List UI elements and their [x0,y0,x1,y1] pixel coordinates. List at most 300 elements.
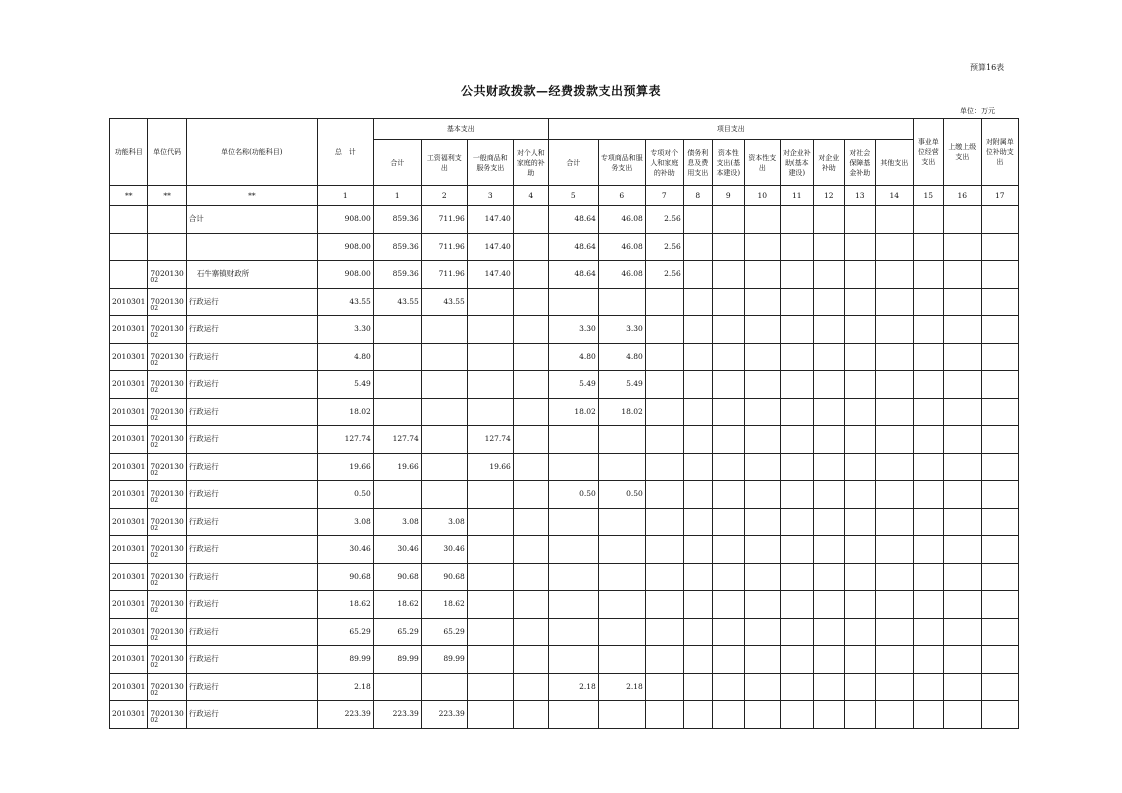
amount-cell-b-total: 90.68 [373,563,421,591]
empty-cell [813,206,844,234]
unit-name-cell: 行政运行 [186,481,317,509]
func-subject-cell: 2010301 [110,618,148,646]
amount-cell-b-goods [467,343,513,371]
header-affil-sub: 对附属单位补助支出 [981,119,1018,186]
empty-cell [744,508,780,536]
amount-cell-total: 65.29 [317,618,373,646]
func-subject-cell: 2010301 [110,508,148,536]
empty-cell [981,563,1018,591]
amount-cell-b-salary [421,343,467,371]
amount-cell-b-salary: 711.96 [421,233,467,261]
amount-cell-b-family [513,508,548,536]
unit-code-tail: 02 [150,304,159,312]
header-unit-code: 单位代码 [148,119,186,186]
table-row [110,371,1019,399]
empty-cell [981,426,1018,454]
empty-cell [875,508,913,536]
amount-cell-total: 90.68 [317,563,373,591]
empty-cell [683,316,712,344]
empty-cell [981,316,1018,344]
empty-cell [744,481,780,509]
header-total: 总 计 [317,119,373,186]
amount-cell-b-family [513,618,548,646]
amount-cell-b-total: 89.99 [373,646,421,674]
amount-cell-b-salary: 711.96 [421,206,467,234]
empty-cell [683,508,712,536]
unit-code-text: 7020130 [150,324,184,334]
table-row [110,316,1019,344]
amount-cell-p-family [645,591,683,619]
empty-cell [780,233,813,261]
empty-cell [780,673,813,701]
header-basic-total: 合计 [373,140,421,186]
form-number: 预算16表 [970,63,1005,72]
empty-cell [813,673,844,701]
unit-code-cell [148,343,186,371]
empty-cell [712,288,744,316]
amount-cell-p-total [548,508,598,536]
amount-cell-total: 3.08 [317,508,373,536]
unit-code-tail: 02 [150,524,159,532]
amount-cell-p-goods: 46.08 [598,206,645,234]
amount-cell-b-total: 18.62 [373,591,421,619]
amount-cell-total: 19.66 [317,453,373,481]
column-index-row [110,186,1019,206]
amount-cell-b-total: 19.66 [373,453,421,481]
unit-name-cell: 行政运行 [186,618,317,646]
empty-cell [943,233,981,261]
column-index-cell: 8 [683,186,712,206]
amount-cell-p-goods [598,288,645,316]
amount-cell-p-total [548,618,598,646]
empty-cell [683,591,712,619]
empty-cell [981,701,1018,729]
empty-cell [813,316,844,344]
empty-cell [744,591,780,619]
table-row [110,673,1019,701]
column-index-cell: 16 [943,186,981,206]
amount-cell-p-total: 48.64 [548,233,598,261]
empty-cell [844,563,875,591]
amount-cell-p-total: 3.30 [548,316,598,344]
amount-cell-p-goods [598,646,645,674]
amount-cell-p-family [645,673,683,701]
unit-code-tail: 02 [150,717,159,724]
unit-name-cell: 行政运行 [186,536,317,564]
empty-cell [712,563,744,591]
empty-cell [913,701,943,729]
empty-cell [712,426,744,454]
unit-code-tail: 02 [150,552,159,559]
unit-code-cell [148,233,186,261]
empty-cell [943,261,981,289]
unit-code-text: 7020130 [150,544,184,554]
unit-code-cell [148,508,186,536]
amount-cell-p-total: 0.50 [548,481,598,509]
amount-cell-b-total [373,316,421,344]
amount-cell-b-family [513,646,548,674]
amount-cell-b-family [513,371,548,399]
empty-cell [913,453,943,481]
empty-cell [913,426,943,454]
amount-cell-b-goods: 147.40 [467,206,513,234]
func-subject-cell: 2010301 [110,563,148,591]
empty-cell [943,673,981,701]
column-index-cell: 14 [875,186,913,206]
amount-cell-b-goods [467,618,513,646]
empty-cell [813,563,844,591]
amount-cell-p-total: 5.49 [548,371,598,399]
amount-cell-p-family [645,508,683,536]
amount-cell-p-total [548,426,598,454]
amount-cell-b-salary [421,453,467,481]
empty-cell [875,536,913,564]
amount-cell-b-family [513,536,548,564]
empty-cell [780,701,813,729]
empty-cell [683,288,712,316]
empty-cell [844,233,875,261]
empty-cell [712,398,744,426]
amount-cell-p-goods [598,508,645,536]
header-inst-op: 事业单位经营支出 [913,119,943,186]
column-index-cell: 5 [548,186,598,206]
amount-cell-p-total [548,536,598,564]
empty-cell [780,563,813,591]
empty-cell [844,261,875,289]
empty-cell [780,536,813,564]
unit-code-cell [148,206,186,234]
empty-cell [981,206,1018,234]
empty-cell [875,398,913,426]
empty-cell [875,591,913,619]
table-row [110,426,1019,454]
amount-cell-b-family [513,426,548,454]
amount-cell-p-family [645,453,683,481]
table-row [110,206,1019,234]
amount-cell-p-goods: 2.18 [598,673,645,701]
empty-cell [844,536,875,564]
amount-cell-b-goods [467,508,513,536]
empty-cell [981,233,1018,261]
empty-cell [780,618,813,646]
table-row [110,536,1019,564]
unit-code-cell [148,261,186,289]
amount-cell-total: 5.49 [317,371,373,399]
empty-cell [875,371,913,399]
empty-cell [813,508,844,536]
unit-code-cell [148,453,186,481]
amount-cell-b-goods [467,316,513,344]
amount-cell-p-total [548,646,598,674]
empty-cell [981,398,1018,426]
empty-cell [744,233,780,261]
unit-code-text: 7020130 [150,434,184,444]
page-title: 公共财政拨款—经费拨款支出预算表 [460,84,661,98]
column-index-cell: 6 [598,186,645,206]
amount-cell-b-salary [421,316,467,344]
empty-cell [780,371,813,399]
amount-cell-p-family [645,288,683,316]
unit-code-tail: 02 [150,442,159,449]
unit-code-tail: 02 [150,634,159,642]
amount-cell-b-goods [467,481,513,509]
amount-cell-total: 0.50 [317,481,373,509]
column-index-cell: 9 [712,186,744,206]
empty-cell [844,453,875,481]
empty-cell [844,371,875,399]
amount-cell-total: 908.00 [317,261,373,289]
amount-cell-b-total: 859.36 [373,206,421,234]
column-index-cell: 2 [421,186,467,206]
empty-cell [875,233,913,261]
empty-cell [780,206,813,234]
func-subject-cell: 2010301 [110,316,148,344]
table-row [110,453,1019,481]
unit-name-cell: 行政运行 [186,591,317,619]
amount-cell-p-total: 48.64 [548,206,598,234]
table-row [110,508,1019,536]
empty-cell [780,398,813,426]
amount-cell-p-goods [598,701,645,729]
empty-cell [683,536,712,564]
empty-cell [981,508,1018,536]
func-subject-cell: 2010301 [110,426,148,454]
empty-cell [780,453,813,481]
empty-cell [913,233,943,261]
empty-cell [813,536,844,564]
amount-cell-p-total: 4.80 [548,343,598,371]
amount-cell-b-salary [421,398,467,426]
column-index-cell: 7 [645,186,683,206]
amount-cell-b-total: 859.36 [373,261,421,289]
empty-cell [683,261,712,289]
func-subject-cell: 2010301 [110,371,148,399]
amount-cell-p-goods [598,426,645,454]
table-row [110,233,1019,261]
amount-cell-p-family [645,426,683,454]
column-index-cell: 12 [813,186,844,206]
empty-cell [712,343,744,371]
amount-cell-total: 89.99 [317,646,373,674]
amount-cell-b-salary: 3.08 [421,508,467,536]
amount-cell-total: 18.02 [317,398,373,426]
empty-cell [744,701,780,729]
header-project-capital: 资本性支出 [744,140,780,186]
header-project-other: 其他支出 [875,140,913,186]
amount-cell-b-salary: 65.29 [421,618,467,646]
unit-code-tail: 02 [150,469,159,477]
empty-cell [913,481,943,509]
empty-cell [981,371,1018,399]
empty-cell [943,618,981,646]
amount-cell-total: 2.18 [317,673,373,701]
empty-cell [981,343,1018,371]
empty-cell [943,701,981,729]
empty-cell [744,288,780,316]
amount-cell-p-family [645,646,683,674]
empty-cell [981,673,1018,701]
amount-cell-total: 127.74 [317,426,373,454]
empty-cell [913,206,943,234]
empty-cell [913,673,943,701]
column-index-cell: 1 [373,186,421,206]
func-subject-cell: 2010301 [110,673,148,701]
empty-cell [744,563,780,591]
empty-cell [875,453,913,481]
empty-cell [813,233,844,261]
amount-cell-p-family [645,701,683,729]
amount-cell-b-family [513,288,548,316]
empty-cell [844,316,875,344]
amount-cell-b-total: 127.74 [373,426,421,454]
empty-cell [875,701,913,729]
amount-cell-b-goods: 19.66 [467,453,513,481]
empty-cell [844,673,875,701]
amount-cell-p-family [645,398,683,426]
empty-cell [913,261,943,289]
empty-cell [712,371,744,399]
column-index-cell: ** [110,186,148,206]
empty-cell [813,481,844,509]
column-index-cell: ** [148,186,186,206]
empty-cell [943,343,981,371]
unit-code-cell [148,481,186,509]
table-row [110,591,1019,619]
header-project-enterprise-build: 对企业补助(基本建设) [780,140,813,186]
empty-cell [813,701,844,729]
empty-cell [712,673,744,701]
empty-cell [813,618,844,646]
unit-code-cell [148,288,186,316]
empty-cell [780,261,813,289]
amount-cell-b-salary [421,673,467,701]
unit-name-cell: 行政运行 [186,701,317,729]
unit-code-text: 7020130 [150,351,184,361]
column-index-cell: 10 [744,186,780,206]
empty-cell [913,646,943,674]
unit-code-text: 7020130 [150,516,184,526]
func-subject-cell: 2010301 [110,646,148,674]
amount-cell-b-family [513,261,548,289]
amount-cell-b-total: 859.36 [373,233,421,261]
amount-cell-b-salary: 89.99 [421,646,467,674]
amount-cell-p-goods [598,536,645,564]
table-body [110,206,1019,729]
amount-cell-b-goods [467,646,513,674]
unit-code-tail: 02 [150,662,159,669]
column-index-cell: ** [186,186,317,206]
empty-cell [712,536,744,564]
amount-cell-b-total: 3.08 [373,508,421,536]
header-project-goods: 专项商品和服务支出 [598,140,645,186]
empty-cell [780,508,813,536]
amount-cell-p-goods [598,591,645,619]
unit-code-text: 7020130 [150,269,184,279]
empty-cell [875,481,913,509]
func-subject-cell [110,261,148,289]
column-index-cell: 11 [780,186,813,206]
amount-cell-b-total [373,343,421,371]
amount-cell-b-salary: 223.39 [421,701,467,729]
empty-cell [744,261,780,289]
amount-cell-p-family [645,563,683,591]
table-row [110,398,1019,426]
empty-cell [981,453,1018,481]
empty-cell [981,261,1018,289]
empty-cell [712,233,744,261]
empty-cell [813,261,844,289]
empty-cell [875,288,913,316]
unit-code-text: 7020130 [150,489,184,499]
empty-cell [913,536,943,564]
amount-cell-p-goods [598,618,645,646]
unit-name-cell [186,233,317,261]
empty-cell [712,508,744,536]
amount-cell-p-family [645,481,683,509]
empty-cell [913,316,943,344]
unit-code-tail: 02 [150,387,159,394]
header-func-subject: 功能科目 [110,119,148,186]
empty-cell [780,343,813,371]
func-subject-cell [110,233,148,261]
amount-cell-b-goods: 147.40 [467,261,513,289]
empty-cell [780,481,813,509]
empty-cell [813,591,844,619]
empty-cell [844,618,875,646]
amount-cell-b-goods [467,398,513,426]
empty-cell [712,316,744,344]
amount-cell-b-family [513,481,548,509]
amount-cell-b-family [513,343,548,371]
amount-cell-b-salary [421,481,467,509]
header-project-total: 合计 [548,140,598,186]
amount-cell-p-total [548,591,598,619]
amount-cell-p-family [645,371,683,399]
amount-cell-p-total: 2.18 [548,673,598,701]
unit-code-cell [148,398,186,426]
empty-cell [683,343,712,371]
unit-code-cell [148,536,186,564]
func-subject-cell [110,206,148,234]
header-project-family: 专项对个人和家庭的补助 [645,140,683,186]
empty-cell [875,261,913,289]
amount-cell-p-family [645,316,683,344]
empty-cell [780,646,813,674]
empty-cell [844,206,875,234]
table-row [110,618,1019,646]
amount-cell-p-family [645,536,683,564]
empty-cell [943,481,981,509]
empty-cell [875,618,913,646]
empty-cell [981,618,1018,646]
amount-cell-b-family [513,233,548,261]
amount-cell-total: 908.00 [317,233,373,261]
func-subject-cell: 2010301 [110,343,148,371]
amount-cell-b-salary: 30.46 [421,536,467,564]
amount-cell-b-total [373,673,421,701]
empty-cell [913,398,943,426]
amount-cell-total: 43.55 [317,288,373,316]
empty-cell [683,646,712,674]
empty-cell [875,316,913,344]
header-basic-salary: 工资福利支出 [421,140,467,186]
table-row [110,288,1019,316]
amount-cell-p-total: 48.64 [548,261,598,289]
header-project-capital-build: 资本性支出(基本建设) [712,140,744,186]
func-subject-cell: 2010301 [110,398,148,426]
empty-cell [943,563,981,591]
unit-code-tail: 02 [150,579,159,587]
